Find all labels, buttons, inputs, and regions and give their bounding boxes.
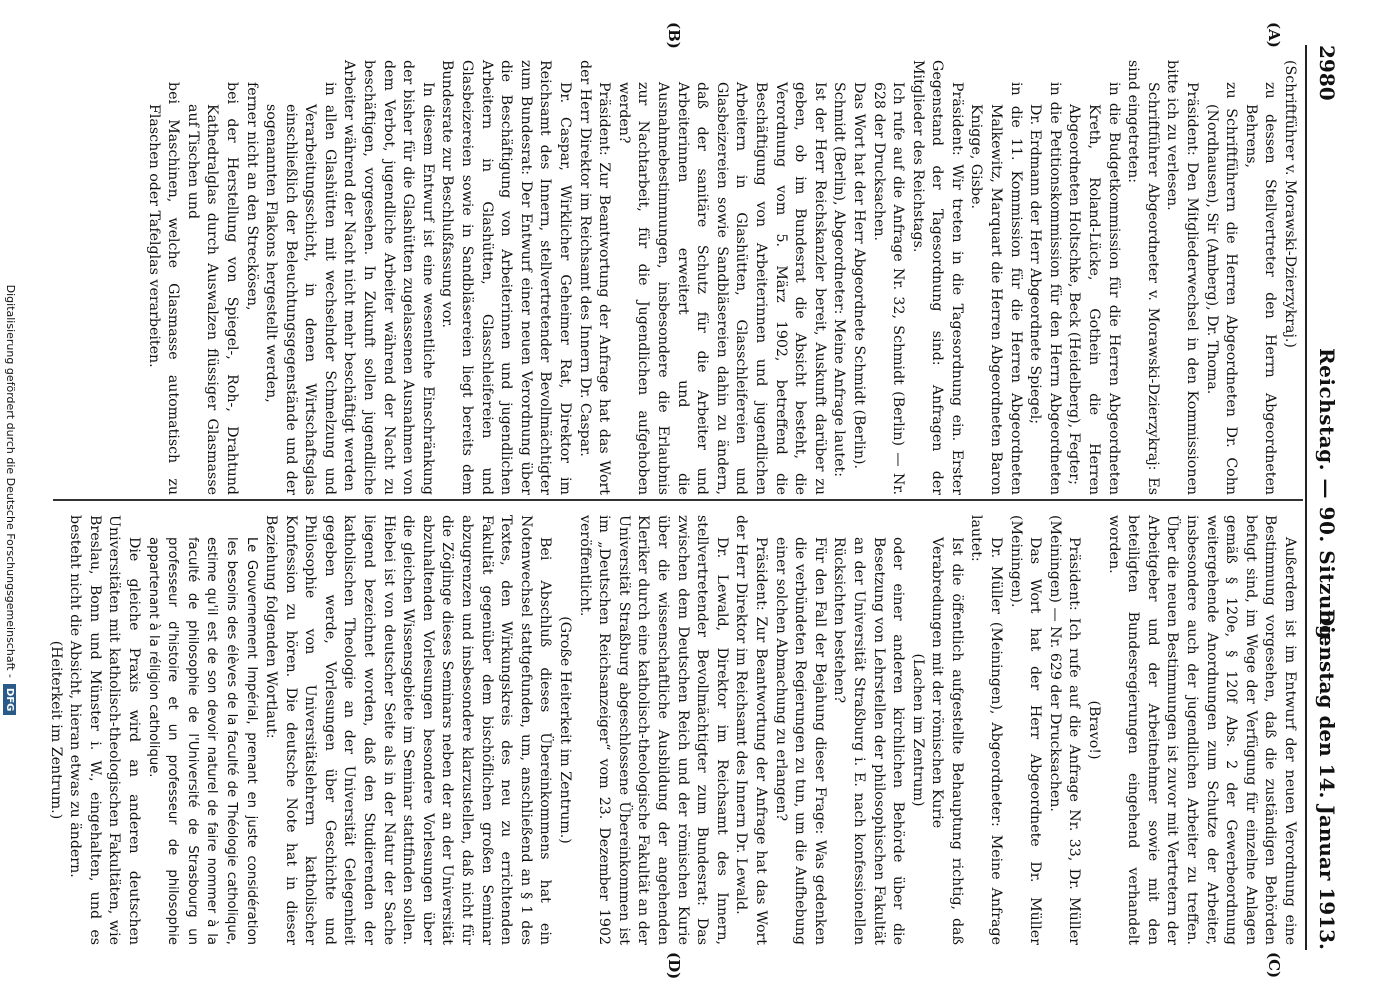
paragraph: Außerdem ist im Entwurf der neuen Verordnung eine Bestimmung vorgesehen, daß die zuständigen Behörden befugt sind, im Wege der Verfügung für einzelne Anlagen gemäß § 120e, § 120f Abs. 2 der Gewerbeordnung weitergehende Anordnungen zum Schutze der Arbeiter, insbesondere auch der jugendlichen Arbeiter zu treffen. Über die neuen Bestimmungen ist zuvor mit Vertretern der Arbeitgeber und der Arbeitnehmer sowie mit den beteiligten Bundesregierungen eingehend verhandelt worden.	[1105, 515, 1298, 945]
paragraph: (Große Heiterkeit im Zentrum.)	[557, 616, 574, 844]
margin-label-a: (A)	[1265, 22, 1283, 48]
paragraph: (Bravo!)	[1086, 700, 1103, 760]
dfg-logo: DFG	[3, 684, 16, 715]
column-divider	[53, 499, 1303, 501]
page-header	[1309, 45, 1343, 950]
paragraph: Präsident: Zur Beantwortung der Anfrage hat das Wort der Herr Direktor im Reichsamt des Innern Dr. Lewald.	[733, 515, 769, 945]
paragraph: in die Budgetkommission für die Herren Abgeordneten Kreth, Roland-Lücke, Gothein die Herren Abgeordneten Holtschke, Beck (Heidelberg), Fegter;	[1066, 82, 1122, 495]
digitization-note	[3, 20, 17, 980]
paragraph: in allen Glashütten mit wechselnder Schmelzung und Verarbeitungsschicht, in denen Wirtschaftsglas einschließlich der Beleuchtungsgegenstände und der sogenannten Flakons hergestellt werden,	[263, 82, 338, 495]
session-title: Reichstag. — 90. Sitzung.	[1315, 348, 1339, 647]
paragraph: Für den Fall der Bejahung dieser Frage: Was gedenken die verbündeten Regierungen zu tun, um die Aufhebung einer solchen Abmachung zu erlangen?	[772, 537, 828, 945]
paragraph: Das Wort hat der Herr Abgeordnete Dr. Müller (Meiningen).	[1007, 515, 1044, 945]
paragraph: Dr. Lewald, Direktor im Reichsamt des Innern, stellvertretender Bevollmächtigter zum Bundesrat: Das zwischen dem Deutschen Reich und der römischen Kurie über die wissenschaftliche Ausbildung der angehenden Kleriker durch eine katholisch-theologische Fakultät an der Universität Straßburg abgeschlossene Übereinkommen ist im „Deutschen Reichsanzeiger“ vom 23. Dezember 1902 veröffentlicht.	[576, 515, 730, 945]
header-rule	[1305, 45, 1307, 950]
session-date: Dienstag den 14. Januar 1913.	[1315, 608, 1339, 950]
paragraph: (Lachen im Zentrum)	[909, 653, 926, 807]
paragraph: in die 11. Kommission für die Herren Abgeordneten Malkewitz, Marquart die Herren Abgeordneten Baron Knigge, Gisbe.	[968, 82, 1024, 495]
paragraph: Dr. Müller (Meiningen), Abgeordneter: Meine Anfrage lautet:	[968, 515, 1005, 945]
paragraph: In diesem Entwurf ist eine wesentliche Einschränkung der bisher für die Glashütten zugelassenen Ausnahmen von dem Verbot, jugendliche Arbeiter während der Nacht zu beschäftigen, vorgesehen. In Zukunft sollen jugendliche Arbeiter während der Nacht nicht mehr beschäftigt werden	[341, 60, 436, 495]
paragraph: Ist der Herr Reichskanzler bereit, Auskunft darüber zu geben, ob im Bundesrat die Absicht besteht, die Verordnung vom 5. März 1902, betreffend die Beschäftigung von Arbeiterinnen und jugendlichen Arbeitern in Glashütten, Glasschleifereien und Glasbeizereien sowie Sandbläsereien dahin zu ändern, daß der sanitäre Schutz für die Arbeiter und Arbeiterinnen erweitert und die Ausnahmebestimmungen, insbesondere die Erlaubnis zur Nachtarbeit, für die Jugendlichen aufgehoben werden?	[615, 82, 828, 495]
paragraph: Ist die öffentlich aufgestellte Behauptung richtig, daß Verabredungen mit der römischen Kurie	[929, 537, 965, 945]
margin-label-c: (C)	[1265, 952, 1283, 979]
paragraph: Präsident: Ich rufe auf die Anfrage Nr. 33, Dr. Müller (Meiningen) — Nr. 629 der Drucksachen.	[1046, 515, 1083, 945]
paragraph: Dr. Caspar, Wirklicher Geheimer Rat, Direktor im Reichsamt des Innern, stellvertretender Bevollmächtigter zum Bundesrat: Der Entwurf einer neuen Verordnung über die Beschäftigung von Arbeiterinnen und jugendlichen Arbeitern in Glashütten, Glasschleifereien und Glasbeizereien sowie in Sandbläsereien liegt bereits dem Bundesrate zur Beschlußfassung vor.	[439, 60, 574, 495]
paragraph: ferner nicht an den Streckösen,	[243, 82, 260, 311]
paragraph: Schmidt (Berlin), Abgeordneter: Meine Anfrage lautet:	[831, 82, 848, 477]
paragraph: Le Gouvernement Impérial, prenant en juste considération les besoins des élèves de la faculté de Théologie catholique, estime qu'il est de son devoir naturel de faire nommer à la faculté de philosophie de l'Université de Strasbourg un professeur d'histoire et un professeur de philosophie appartenant à la réligion catholique.	[145, 537, 259, 945]
paragraph: (Schriftführer v. Morawski-Dzierzykraj.)	[1282, 60, 1298, 348]
paragraph: bei Maschinen, welche Glasmasse automatisch zu Flaschen oder Tafelglas verarbeiten.	[145, 82, 182, 495]
margin-label-b: (B)	[665, 22, 683, 49]
paragraph: zu Schriftführern die Herren Abgeordneten Dr. Cohn (Nordhausen), Sir (Amberg), Dr. Thoma.	[1203, 82, 1240, 495]
paragraph: oder einer anderen kirchlichen Behörde über die Besetzung von Lehrstellen der philosophischen Fakultät an der Universität Straßburg i. E. nach konfessionellen Rücksichten bestehen?	[831, 537, 907, 945]
page-number: 2980	[1315, 45, 1339, 101]
paragraph: in die Petitionskommission für den Herrn Abgeordneten Dr. Erdmann der Herr Abgeordnete Spiegel;	[1027, 82, 1063, 495]
paragraph: Das Wort hat der Herr Abgeordnete Schmidt (Berlin).	[850, 82, 867, 470]
paragraph: Präsident: Zur Beantwortung der Anfrage hat das Wort der Herr Direktor im Reichsamt des Innern Dr. Caspar.	[576, 60, 613, 495]
paragraph: Präsident: Wir treten in die Tagesordnung ein. Erster Gegenstand der Tagesordnung sind: Anfragen der Mitglieder des Reichstags.	[909, 60, 965, 495]
left-text-column	[143, 60, 1299, 495]
paragraph: Ich rufe auf die Anfrage Nr. 32, Schmidt (Berlin) — Nr. 628 der Drucksachen.	[870, 82, 907, 495]
paragraph: Präsident: Den Mitgliederwechsel in den Kommissionen bitte ich zu verlesen.	[1164, 60, 1201, 495]
paragraph: bei der Herstellung von Spiegel-, Roh-, Drahtund Kathedralglas durch Auswalzen flüssiger Glasmasse auf Tischen und	[184, 82, 240, 495]
paragraph: Die gleiche Praxis wird an anderen deutschen Universitäten mit katholisch-theologischen Fakultäten, wie Breslau, Bonn und Münster i. W., eingehalten, und es besteht nicht die Absicht, hieran etwas zu ändern.	[67, 515, 142, 945]
margin-label-d: (D)	[665, 952, 683, 980]
paragraph: (Heiterkeit im Zentrum.)	[47, 640, 64, 820]
right-text-column	[45, 515, 1299, 945]
digitization-text: Digitalisierung gefördert durch die Deutsche Forschungsgemeinschaft -	[4, 284, 17, 679]
paragraph: Bei Abschluß dieses Übereinkommens hat ein Notenwechsel stattgefunden, um, anschließend an § 1 des Textes, den Wirkungskreis des neu zu errichtenden Fakultät gegenüber dem bischöflichen großen Seminar abzugrenzen und insbesondere klarzustellen, daß nicht für die Zöglinge dieses Seminars neben der an der Universität abzuhaltenden Vorlesungen besondere Vorlesungen über die gleichen Wissensgebiete im Seminar stattfinden sollen. Hiebei ist von deutscher Seite als in der Natur der Sache liegend bezeichnet worden, daß den Studierenden der katholischen Theologie an der Universität Gelegenheit gegeben werde, Vorlesungen über Geschichte und Philosophie von Universitätslehrern katholischer Konfession zu hören. Die deutsche Note hat in dieser Beziehung folgenden Wortlaut:	[263, 515, 554, 945]
paragraph: zu dessen Stellvertreter den Herrn Abgeordneten Behrens,	[1242, 82, 1279, 495]
paragraph: Schriftführer Abgeordneter v. Morawski-Dzierzykraj: Es sind eingetreten:	[1125, 60, 1161, 495]
